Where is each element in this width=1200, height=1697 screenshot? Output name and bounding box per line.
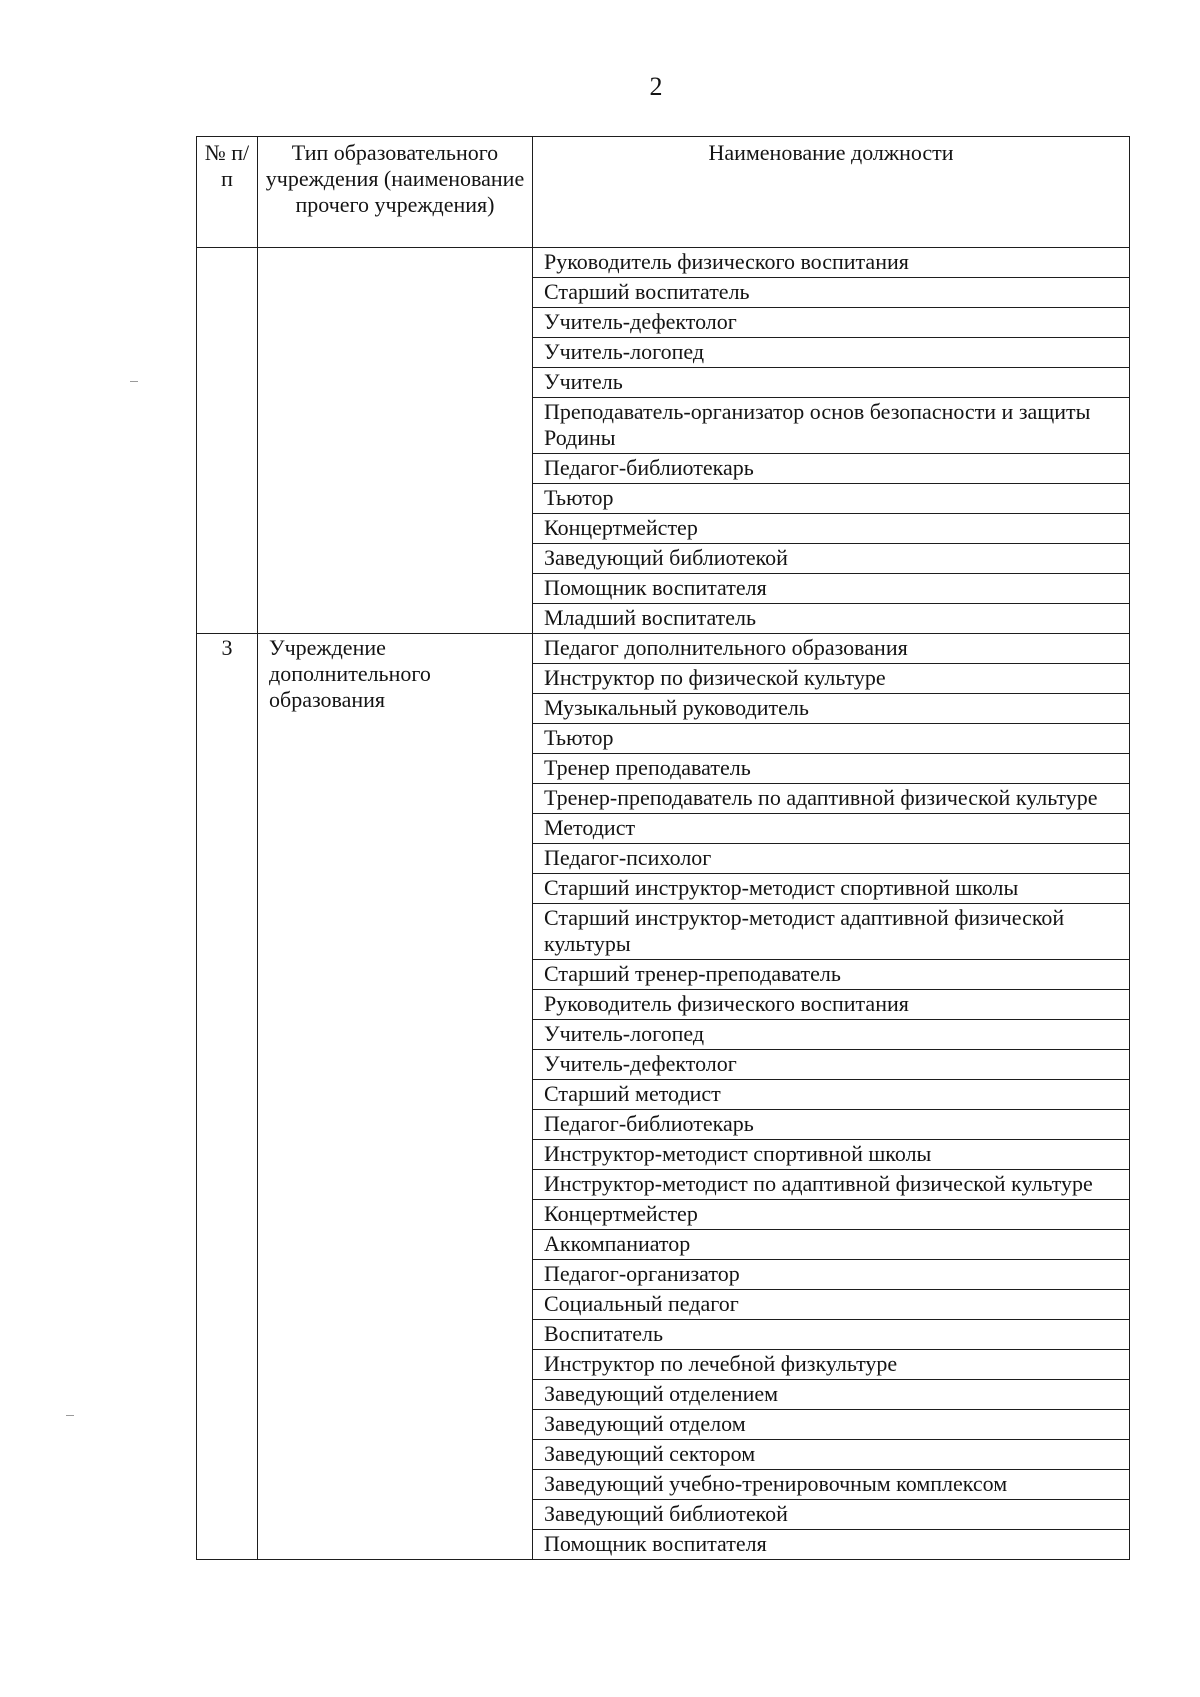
- page-number: 2: [649, 72, 663, 101]
- table-body: [197, 248, 1130, 1560]
- table-header-row: [197, 137, 1130, 248]
- position-cell: Тьютор: [533, 484, 1130, 514]
- position-cell: Тренер-преподаватель по адаптивной физической культуре: [533, 784, 1130, 814]
- position-cell: Заведующий отделением: [533, 1380, 1130, 1410]
- position-cell: Преподаватель-организатор основ безопасности и защиты Родины: [533, 398, 1130, 454]
- continuation-number-cell: [197, 248, 258, 634]
- position-cell: Старший инструктор-методист спортивной школы: [533, 874, 1130, 904]
- position-cell: Педагог-библиотекарь: [533, 1110, 1130, 1140]
- position-cell: Педагог-психолог: [533, 844, 1130, 874]
- position-cell: Инструктор-методист по адаптивной физической культуре: [533, 1170, 1130, 1200]
- position-cell: Концертмейстер: [533, 1200, 1130, 1230]
- position-cell: Аккомпаниатор: [533, 1230, 1130, 1260]
- position-cell: Старший методист: [533, 1080, 1130, 1110]
- position-cell: Руководитель физического воспитания: [533, 248, 1130, 278]
- position-cell: Социальный педагог: [533, 1290, 1130, 1320]
- position-cell: Младший воспитатель: [533, 604, 1130, 634]
- position-cell: Учитель-дефектолог: [533, 308, 1130, 338]
- header-institution-type: Тип образовательного учреждения (наименование прочего учреждения): [258, 137, 533, 248]
- position-cell: Тренер преподаватель: [533, 754, 1130, 784]
- position-cell: Инструктор по физической культуре: [533, 664, 1130, 694]
- table-row: [197, 248, 1130, 278]
- position-cell: Руководитель физического воспитания: [533, 990, 1130, 1020]
- position-cell: Учитель-дефектолог: [533, 1050, 1130, 1080]
- position-cell: Концертмейстер: [533, 514, 1130, 544]
- position-cell: Помощник воспитателя: [533, 574, 1130, 604]
- position-cell: Учитель: [533, 368, 1130, 398]
- position-cell: Воспитатель: [533, 1320, 1130, 1350]
- continuation-institution-type-cell: [258, 248, 533, 634]
- position-cell: Инструктор-методист спортивной школы: [533, 1140, 1130, 1170]
- position-cell: Педагог-организатор: [533, 1260, 1130, 1290]
- position-cell: Учитель-логопед: [533, 1020, 1130, 1050]
- position-cell: Заведующий отделом: [533, 1410, 1130, 1440]
- group-3-number-cell: 3: [197, 634, 258, 1560]
- position-cell: Методист: [533, 814, 1130, 844]
- position-cell: Старший воспитатель: [533, 278, 1130, 308]
- table-row: [197, 634, 1130, 664]
- position-cell: Старший инструктор-методист адаптивной физической культуры: [533, 904, 1130, 960]
- position-cell: Педагог дополнительного образования: [533, 634, 1130, 664]
- position-cell: Заведующий библиотекой: [533, 544, 1130, 574]
- header-number: № п/п: [197, 137, 258, 248]
- position-cell: Тьютор: [533, 724, 1130, 754]
- position-cell: Музыкальный руководитель: [533, 694, 1130, 724]
- scan-mark: [66, 1415, 74, 1416]
- positions-table: [196, 136, 1130, 1560]
- position-cell: Учитель-логопед: [533, 338, 1130, 368]
- position-cell: Старший тренер-преподаватель: [533, 960, 1130, 990]
- position-cell: Помощник воспитателя: [533, 1530, 1130, 1560]
- position-cell: Заведующий учебно-тренировочным комплексом: [533, 1470, 1130, 1500]
- group-3-institution-type-cell: Учреждение дополнительного образования: [258, 634, 533, 1560]
- scan-mark: [130, 381, 138, 382]
- position-cell: Инструктор по лечебной физкультуре: [533, 1350, 1130, 1380]
- header-position: Наименование должности: [533, 137, 1130, 248]
- position-cell: Заведующий библиотекой: [533, 1500, 1130, 1530]
- position-cell: Заведующий сектором: [533, 1440, 1130, 1470]
- position-cell: Педагог-библиотекарь: [533, 454, 1130, 484]
